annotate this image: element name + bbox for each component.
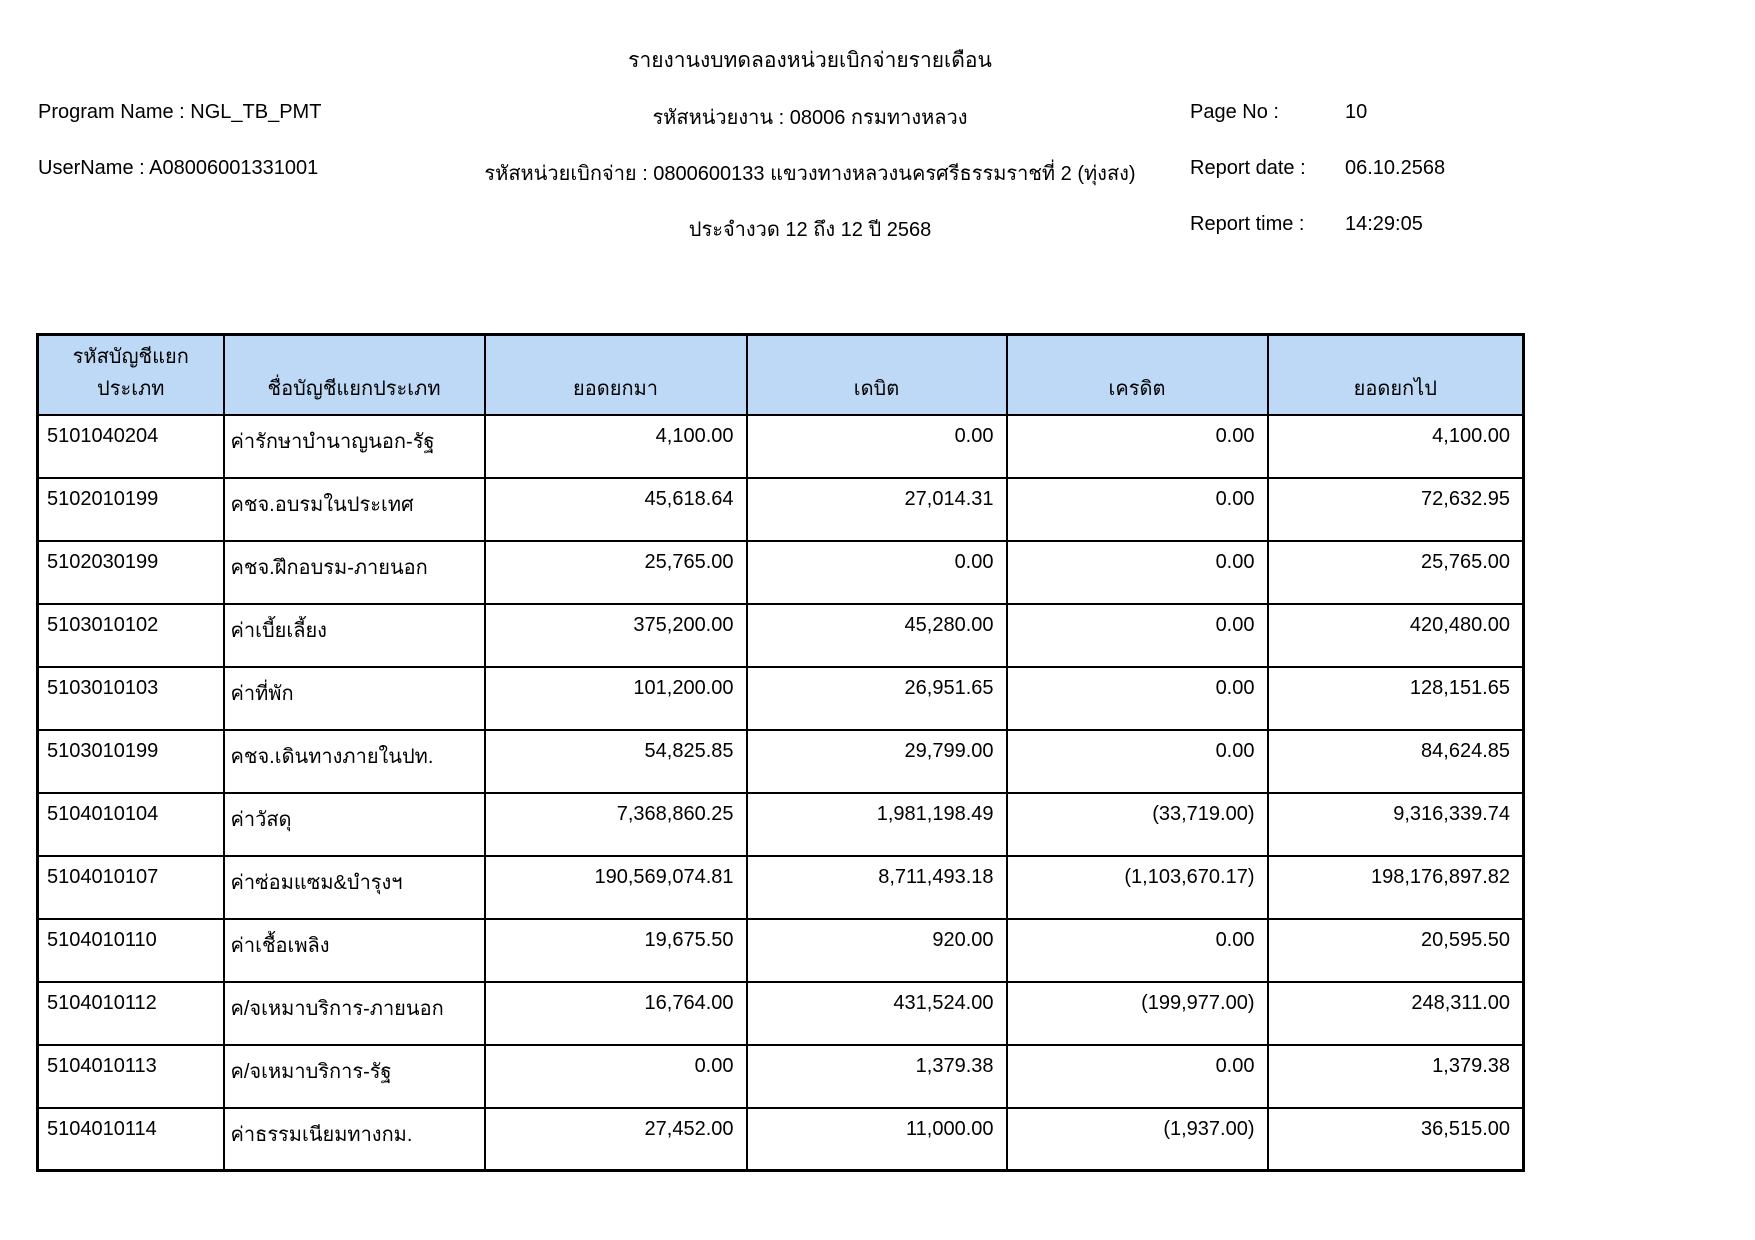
name-cell: ค/จเหมาบริการ-รัฐ <box>224 1045 485 1108</box>
closing-cell: 72,632.95 <box>1268 478 1524 541</box>
page-no-label: Page No : <box>1190 101 1279 123</box>
opening-cell: 101,200.00 <box>485 667 747 730</box>
debit-cell: 45,280.00 <box>747 604 1007 667</box>
table-row <box>38 667 1524 730</box>
code-cell: 5102030199 <box>38 541 224 604</box>
code-cell: 5104010110 <box>38 919 224 982</box>
username: UserName : A08006001331001 <box>38 157 319 179</box>
closing-cell: 1,379.38 <box>1268 1045 1524 1108</box>
closing-cell: 84,624.85 <box>1268 730 1524 793</box>
code-cell: 5103010102 <box>38 604 224 667</box>
code-cell: 5104010112 <box>38 982 224 1045</box>
column-header-account-code: รหัสบัญชีแยกประเภท <box>38 335 224 415</box>
debit-cell: 11,000.00 <box>747 1108 1007 1171</box>
opening-cell: 190,569,074.81 <box>485 856 747 919</box>
column-header-debit: เดบิต <box>747 335 1007 415</box>
period-line: ประจำงวด 12 ถึง 12 ปี 2568 <box>688 219 932 241</box>
debit-cell: 27,014.31 <box>747 478 1007 541</box>
closing-cell: 420,480.00 <box>1268 604 1524 667</box>
debit-cell: 1,981,198.49 <box>747 793 1007 856</box>
code-cell: 5102010199 <box>38 478 224 541</box>
credit-cell: 0.00 <box>1007 415 1268 478</box>
name-cell: คชจ.เดินทางภายในปท. <box>224 730 485 793</box>
credit-cell: (1,937.00) <box>1007 1108 1268 1171</box>
opening-cell: 0.00 <box>485 1045 747 1108</box>
name-cell: ค/จเหมาบริการ-ภายนอก <box>224 982 485 1045</box>
column-header-closing-balance: ยอดยกไป <box>1268 335 1524 415</box>
name-cell: คชจ.ฝึกอบรม-ภายนอก <box>224 541 485 604</box>
table-row <box>38 793 1524 856</box>
report-time-value: 14:29:05 <box>1345 213 1423 235</box>
code-cell: 5103010199 <box>38 730 224 793</box>
table-header <box>38 335 1524 415</box>
table-row <box>38 541 1524 604</box>
debit-cell: 0.00 <box>747 541 1007 604</box>
column-header-credit: เครดิต <box>1007 335 1268 415</box>
table-row <box>38 1108 1524 1171</box>
opening-cell: 16,764.00 <box>485 982 747 1045</box>
column-header-opening-balance: ยอดยกมา <box>485 335 747 415</box>
opening-cell: 375,200.00 <box>485 604 747 667</box>
debit-cell: 431,524.00 <box>747 982 1007 1045</box>
debit-cell: 920.00 <box>747 919 1007 982</box>
page-no-value: 10 <box>1345 101 1368 123</box>
table-row <box>38 478 1524 541</box>
report-date-value: 06.10.2568 <box>1345 157 1446 179</box>
credit-cell: 0.00 <box>1007 604 1268 667</box>
credit-cell: 0.00 <box>1007 478 1268 541</box>
table-row <box>38 730 1524 793</box>
credit-cell: 0.00 <box>1007 730 1268 793</box>
opening-cell: 45,618.64 <box>485 478 747 541</box>
credit-cell: 0.00 <box>1007 541 1268 604</box>
name-cell: ค่าวัสดุ <box>224 793 485 856</box>
debit-cell: 0.00 <box>747 415 1007 478</box>
closing-cell: 4,100.00 <box>1268 415 1524 478</box>
table-row <box>38 415 1524 478</box>
code-cell: 5103010103 <box>38 667 224 730</box>
closing-cell: 36,515.00 <box>1268 1108 1524 1171</box>
closing-cell: 128,151.65 <box>1268 667 1524 730</box>
name-cell: ค่าที่พัก <box>224 667 485 730</box>
opening-cell: 4,100.00 <box>485 415 747 478</box>
credit-cell: (199,977.00) <box>1007 982 1268 1045</box>
closing-cell: 248,311.00 <box>1268 982 1524 1045</box>
debit-cell: 29,799.00 <box>747 730 1007 793</box>
code-cell: 5104010104 <box>38 793 224 856</box>
program-name: Program Name : NGL_TB_PMT <box>38 101 322 123</box>
name-cell: ค่ารักษาบำนาญนอก-รัฐ <box>224 415 485 478</box>
code-cell: 5104010113 <box>38 1045 224 1108</box>
opening-cell: 19,675.50 <box>485 919 747 982</box>
credit-cell: 0.00 <box>1007 1045 1268 1108</box>
code-cell: 5104010114 <box>38 1108 224 1171</box>
opening-cell: 54,825.85 <box>485 730 747 793</box>
column-header-account-name: ชื่อบัญชีแยกประเภท <box>224 335 485 415</box>
table-header-row <box>38 335 1524 415</box>
table-row <box>38 856 1524 919</box>
code-cell: 5104010107 <box>38 856 224 919</box>
closing-cell: 20,595.50 <box>1268 919 1524 982</box>
report-date-label: Report date : <box>1190 157 1306 179</box>
table-row <box>38 604 1524 667</box>
disbursement-unit-line: รหัสหน่วยเบิกจ่าย : 0800600133 แขวงทางหลวงนครศรีธรรมราชที่ 2 (ทุ่งสง) <box>484 163 1136 185</box>
table-row <box>38 1045 1524 1108</box>
credit-cell: 0.00 <box>1007 919 1268 982</box>
debit-cell: 26,951.65 <box>747 667 1007 730</box>
table-body <box>38 415 1524 1171</box>
credit-cell: (1,103,670.17) <box>1007 856 1268 919</box>
name-cell: ค่าเบี้ยเลี้ยง <box>224 604 485 667</box>
name-cell: ค่าธรรมเนียมทางกม. <box>224 1108 485 1171</box>
credit-cell: 0.00 <box>1007 667 1268 730</box>
table-row <box>38 919 1524 982</box>
opening-cell: 25,765.00 <box>485 541 747 604</box>
trial-balance-table <box>36 333 1525 1172</box>
credit-cell: (33,719.00) <box>1007 793 1268 856</box>
debit-cell: 1,379.38 <box>747 1045 1007 1108</box>
agency-code-line: รหัสหน่วยงาน : 08006 กรมทางหลวง <box>652 107 968 129</box>
name-cell: คชจ.อบรมในประเทศ <box>224 478 485 541</box>
opening-cell: 27,452.00 <box>485 1108 747 1171</box>
table-row <box>38 982 1524 1045</box>
report-time-label: Report time : <box>1190 213 1305 235</box>
name-cell: ค่าเชื้อเพลิง <box>224 919 485 982</box>
debit-cell: 8,711,493.18 <box>747 856 1007 919</box>
closing-cell: 198,176,897.82 <box>1268 856 1524 919</box>
name-cell: ค่าซ่อมแซม&บำรุงฯ <box>224 856 485 919</box>
closing-cell: 25,765.00 <box>1268 541 1524 604</box>
opening-cell: 7,368,860.25 <box>485 793 747 856</box>
closing-cell: 9,316,339.74 <box>1268 793 1524 856</box>
report-title: รายงานงบทดลองหน่วยเบิกจ่ายรายเดือน <box>628 49 992 72</box>
code-cell: 5101040204 <box>38 415 224 478</box>
